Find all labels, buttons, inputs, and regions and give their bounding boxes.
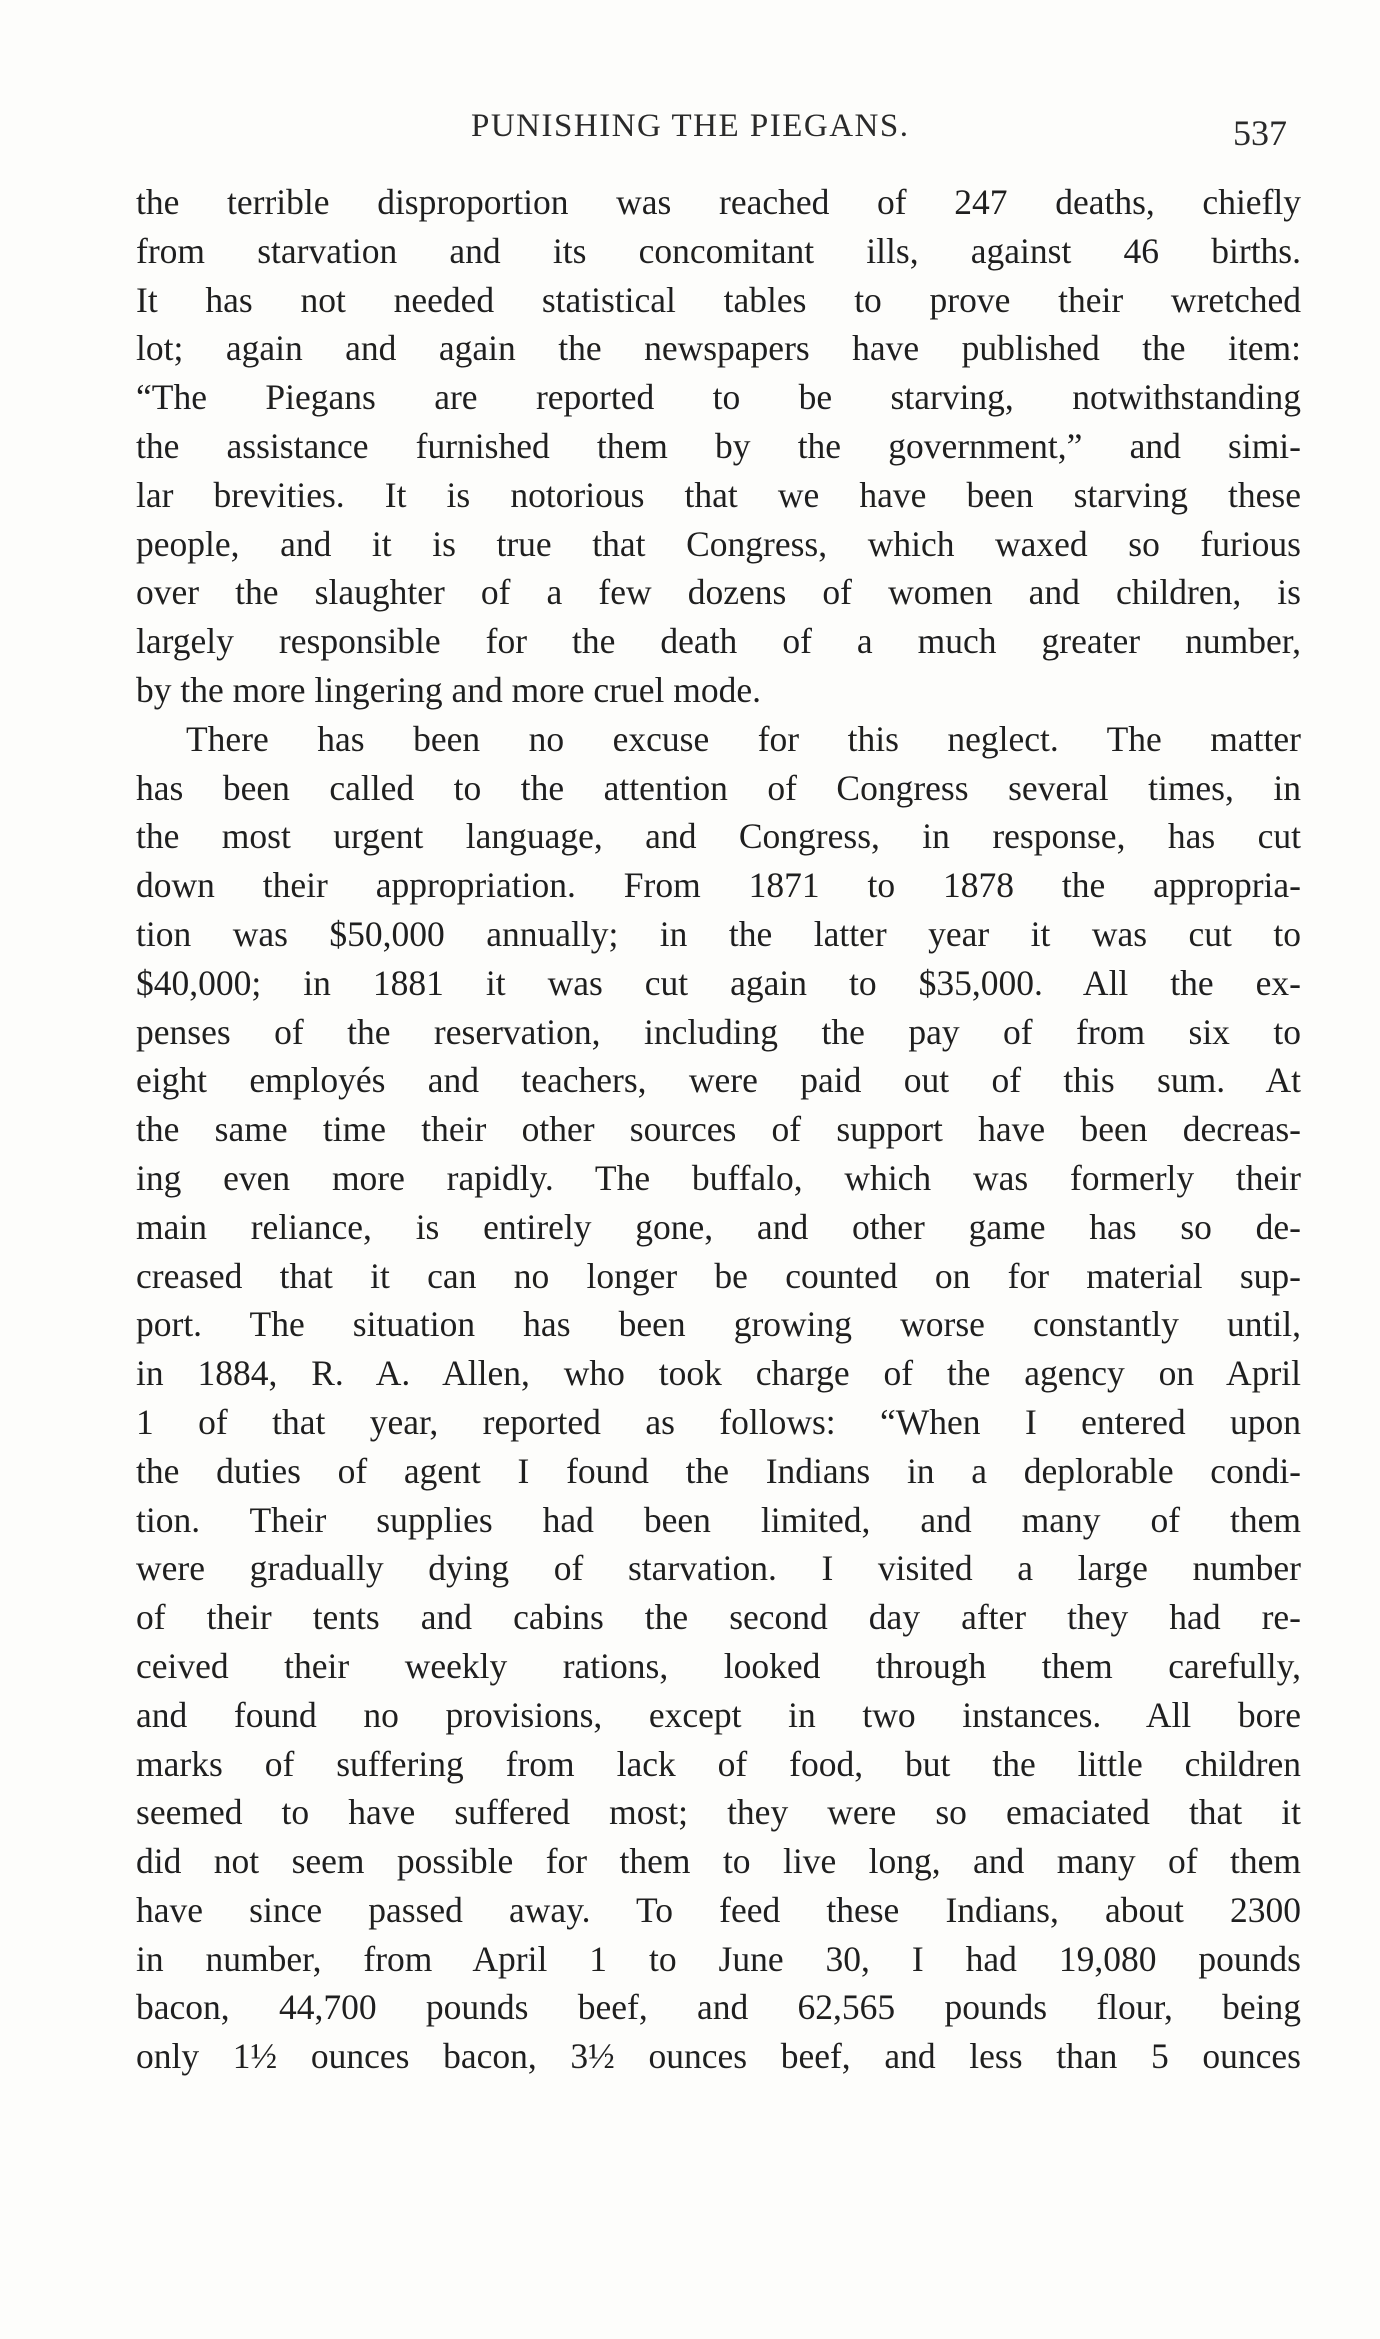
text-line: “The Piegans are reported to be starving, notwithstanding [136,377,1301,418]
text-line: has been called to the attention of Congress several times, in [136,767,1301,808]
text-line: lot; again and again the newspapers have published the item: [136,328,1301,369]
running-head: PUNISHING THE PIEGANS. [471,108,910,144]
paragraph-first-line: There has been no excuse for this neglect. The matter [186,718,1301,759]
text-line: in 1884, R. A. Allen, who took charge of the agency on April [136,1353,1301,1394]
text-line: the terrible disproportion was reached of 247 deaths, chiefly [136,182,1301,222]
text-line: bacon, 44,700 pounds beef, and 62,565 pounds flour, being [136,1987,1301,2028]
text-line: ceived their weekly rations, looked through them carefully, [136,1645,1301,1686]
text-line: creased that it can no longer be counted on for material sup- [136,1255,1301,1296]
page-number: 537 [1233,113,1287,153]
text-line: the duties of agent I found the Indians in a deplorable condi- [136,1450,1301,1491]
text-line: lar brevities. It is notorious that we have been starving these [136,474,1301,515]
text-line: 1 of that year, reported as follows: “When I entered upon [136,1401,1301,1442]
text-line: main reliance, is entirely gone, and other game has so de- [136,1206,1301,1247]
text-line: the same time their other sources of support have been decreas- [136,1109,1301,1150]
text-line: only 1½ ounces bacon, 3½ ounces beef, and less than 5 ounces [136,2036,1301,2077]
page-header [136,108,1301,156]
text-line: from starvation and its concomitant ills, against 46 births. [136,230,1301,271]
text-line: eight employés and teachers, were paid out of this sum. At [136,1060,1301,1101]
text-line: over the slaughter of a few dozens of women and children, is [136,572,1301,613]
text-line: penses of the reservation, including the pay of from six to [136,1011,1301,1052]
text-line: It has not needed statistical tables to prove their wretched [136,279,1301,320]
text-line: in number, from April 1 to June 30, I had 19,080 pounds [136,1938,1301,1979]
text-line: and found no provisions, except in two instances. All bore [136,1694,1301,1735]
text-line: by the more lingering and more cruel mode. [136,669,761,710]
text-line: $40,000; in 1881 it was cut again to $35,000. All the ex- [136,962,1301,1003]
text-line: were gradually dying of starvation. I visited a large number [136,1548,1301,1589]
text-line: people, and it is true that Congress, which waxed so furious [136,523,1301,564]
body-text [136,178,1301,2081]
text-line: down their appropriation. From 1871 to 1878 the appropria- [136,865,1301,906]
text-line: the assistance furnished them by the government,” and simi- [136,425,1301,466]
text-line: seemed to have suffered most; they were so emaciated that it [136,1792,1301,1833]
text-line: marks of suffering from lack of food, but the little children [136,1743,1301,1784]
text-line: have since passed away. To feed these Indians, about 2300 [136,1889,1301,1930]
text-line: ing even more rapidly. The buffalo, which was formerly their [136,1157,1301,1198]
text-line: largely responsible for the death of a much greater number, [136,621,1301,662]
text-line: did not seem possible for them to live long, and many of them [136,1841,1301,1882]
text-line: port. The situation has been growing worse constantly until, [136,1304,1301,1345]
text-line: of their tents and cabins the second day after they had re- [136,1597,1301,1638]
text-line: tion was $50,000 annually; in the latter year it was cut to [136,913,1301,954]
text-line: tion. Their supplies had been limited, and many of them [136,1499,1301,1540]
text-line: the most urgent language, and Congress, in response, has cut [136,816,1301,857]
